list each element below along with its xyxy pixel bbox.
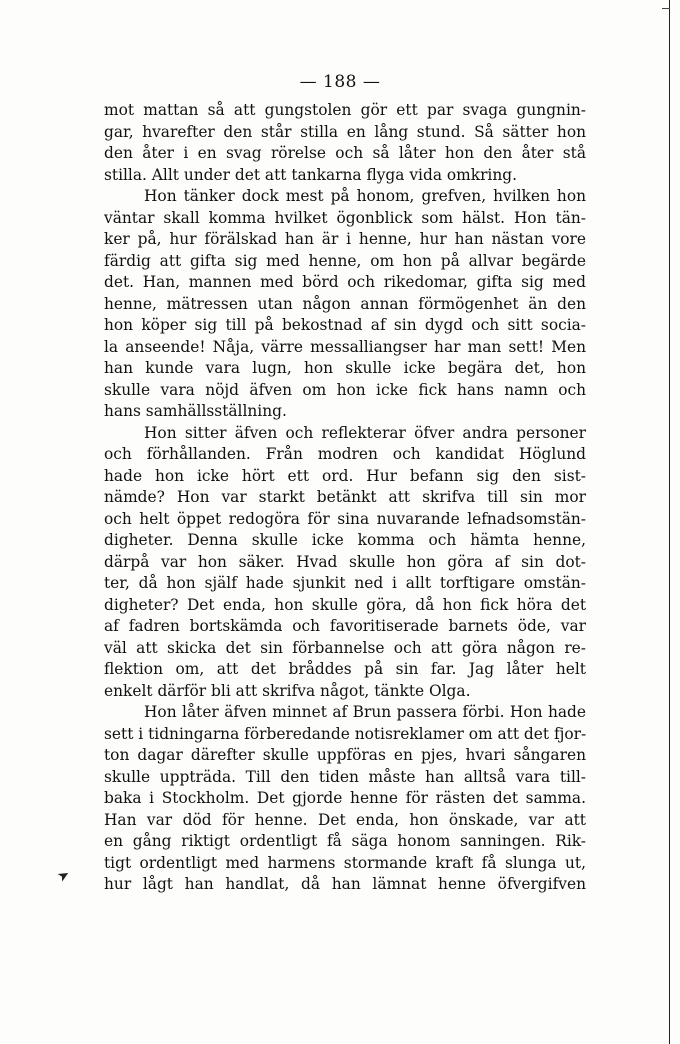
text-line: väl att skicka det sin förbannelse och att göra någon re- bbox=[104, 638, 586, 657]
text-line: hur lågt han handlat, då han lämnat henne öfvergifven bbox=[104, 875, 586, 893]
text-line: flektion om, att det bråddes på sin far. Jag låter helt bbox=[104, 660, 586, 678]
text-line: enkelt därför bli att skrifva något, tänkte Olga. bbox=[104, 681, 471, 700]
text-line: digheter? Det enda, hon skulle göra, då hon fick höra det bbox=[104, 595, 586, 614]
text-line: ton dagar därefter skulle uppföras en pjes, hvari sångaren bbox=[104, 746, 586, 764]
text-line: Hon tänker dock mest på honom, grefven, hvilken hon bbox=[144, 187, 586, 205]
text-line: och helt öppet redogöra för sina nuvarande lefnadsomstän- bbox=[104, 509, 586, 528]
text-line: ter, då hon själf hade sjunkit ned i allt torftigare omstän- bbox=[104, 574, 586, 592]
text-line: nämde? Hon var starkt betänkt att skrifva till sin mor bbox=[104, 488, 586, 506]
text-line: hade hon icke hört ett ord. Hur befann sig den sist- bbox=[104, 466, 586, 485]
text-line: hon köper sig till på bekostnad af sin dygd och sitt socia- bbox=[104, 316, 586, 334]
text-line: baka i Stockholm. Det gjorde henne för rästen det samma. bbox=[104, 789, 586, 807]
text-line: Hon sitter äfven och reflekterar öfver andra personer bbox=[144, 423, 586, 442]
page-edge-mark bbox=[662, 8, 670, 9]
text-line: ker på, hur förälskad han är i henne, hur han nästan vore bbox=[104, 230, 586, 248]
text-line: en gång riktigt ordentligt få säga honom sanningen. Rik- bbox=[104, 832, 586, 850]
margin-arrow-icon: ➤ bbox=[54, 866, 73, 886]
text-line: digheter. Denna skulle icke komma och hämta henne, bbox=[104, 531, 586, 549]
text-line: tigt ordentligt med harmens stormande kraft få slunga ut, bbox=[104, 853, 586, 872]
text-line: sett i tidningarna förberedande notisreklamer om att det fjor- bbox=[104, 724, 587, 743]
text-line: färdig att gifta sig med henne, om hon på allvar begärde bbox=[104, 251, 586, 270]
text-line: henne, mätressen utan någon annan förmögenhet än den bbox=[104, 294, 586, 313]
text-line: hans samhällsställning. bbox=[104, 402, 287, 420]
text-line: Han var död för henne. Det enda, hon önskade, var att bbox=[104, 810, 586, 829]
text-line: stilla. Allt under det att tankarna flyga vida omkring. bbox=[104, 165, 518, 184]
text-line: han kunde vara lugn, hon skulle icke begära det, hon bbox=[104, 359, 586, 377]
text-line: mot mattan så att gungstolen gör ett par svaga gungnin- bbox=[104, 101, 586, 119]
body-text bbox=[104, 100, 586, 896]
text-line: därpå var hon säker. Hvad skulle hon göra af sin dot- bbox=[104, 552, 586, 571]
text-line: den åter i en svag rörelse och så låter hon den åter stå bbox=[104, 144, 586, 162]
text-line: väntar skall komma hvilket ögonblick som hälst. Hon tän- bbox=[104, 208, 586, 227]
text-line: gar, hvarefter den står stilla en lång stund. Så sätter hon bbox=[104, 122, 586, 141]
text-line: la anseende! Nåja, värre messalliangser har man sett! Men bbox=[104, 337, 586, 356]
text-line: det. Han, mannen med börd och rikedomar, gifta sig med bbox=[104, 273, 586, 291]
page-edge-line bbox=[669, 0, 670, 1044]
text-line: och förhållanden. Från modren och kandidat Höglund bbox=[104, 445, 586, 463]
text-line: Hon låter äfven minnet af Brun passera förbi. Hon hade bbox=[144, 703, 586, 721]
text-line: skulle vara nöjd äfven om hon icke fick hans namn och bbox=[104, 380, 586, 399]
text-line: af fadren bortskämda och favoritiserade barnets öde, var bbox=[104, 617, 586, 635]
text-line: skulle uppträda. Till den tiden måste han alltså vara till- bbox=[104, 767, 586, 786]
page-number: — 188 — bbox=[299, 72, 381, 92]
